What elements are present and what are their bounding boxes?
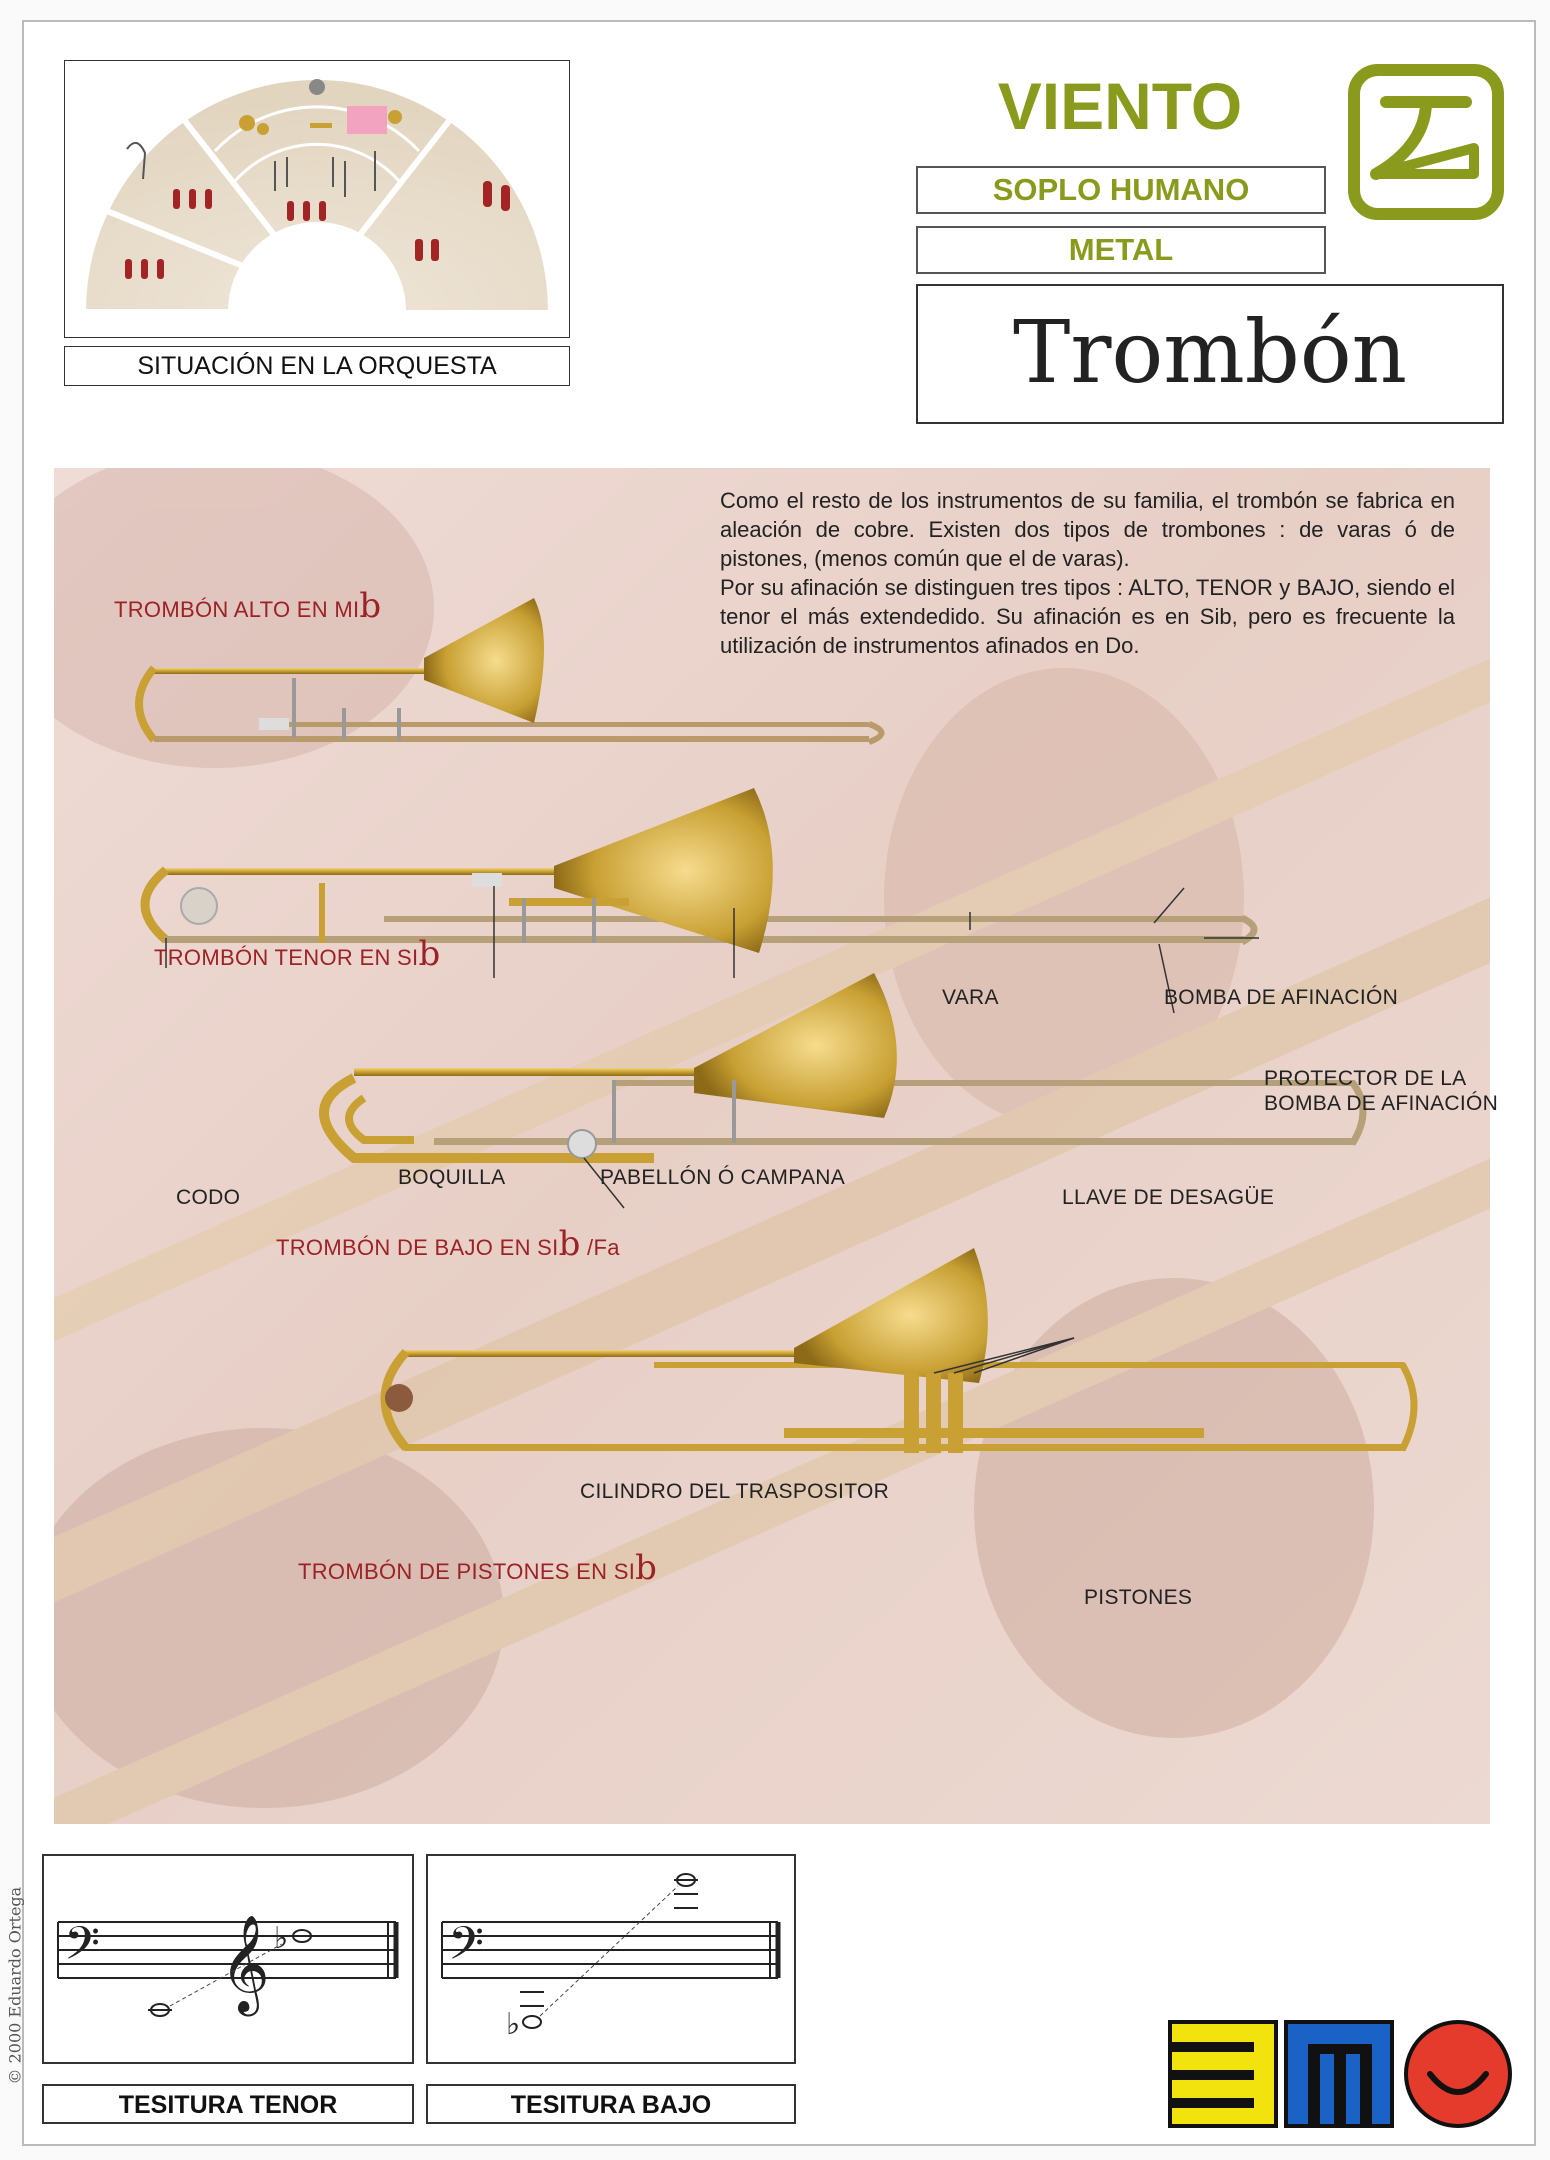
instrument-title-box xyxy=(916,284,1504,424)
copyright-notice: © 2000 Eduardo Ortega xyxy=(5,1886,25,2085)
orchestra-diagram xyxy=(64,60,570,338)
part-llave-desague: LLAVE DE DESAGÜE xyxy=(1062,1186,1275,1209)
svg-text:♭: ♭ xyxy=(274,1921,289,1956)
emo-logo xyxy=(1164,2014,1524,2134)
tesitura-tenor-caption: TESITURA TENOR xyxy=(42,2084,414,2124)
tesitura-bajo-staff xyxy=(426,1854,796,2064)
bass-clef-icon: 𝄢 xyxy=(448,1917,485,1982)
family-title: VIENTO xyxy=(997,69,1243,143)
trumpet-bell-icon xyxy=(1346,62,1506,222)
tesitura-tenor-staff xyxy=(42,1854,414,2064)
wind-family-logo xyxy=(1346,62,1506,222)
part-pabellon: PABELLÓN Ó CAMPANA xyxy=(600,1166,846,1189)
label-bass-trombone: TROMBÓN DE BAJO EN SIb /Fa xyxy=(276,1224,620,1264)
subfamily-box: SOPLO HUMANO xyxy=(916,166,1326,214)
orchestra-caption xyxy=(64,346,570,386)
part-codo: CODO xyxy=(176,1186,241,1209)
description-paragraph-1: Como el resto de los instrumentos de su familia, el trombón se fabrica en aleación de cobre. Existen dos tipos de trombones : de varas ó de pistones, (menos común que el de varas). xyxy=(720,488,1455,571)
trombone-photo-panel xyxy=(54,468,1490,1824)
orchestra-caption-text: SITUACIÓN EN LA ORQUESTA xyxy=(137,352,497,380)
label-tenor-trombone: TROMBÓN TENOR EN SIb xyxy=(154,934,441,974)
tesitura-bajo-caption: TESITURA BAJO xyxy=(426,2084,796,2124)
emo-logo-icon xyxy=(1164,2014,1524,2134)
trombone-illustrations xyxy=(54,468,1490,1824)
instrument-title: Trombón xyxy=(1012,303,1407,403)
part-vara: VARA xyxy=(942,986,999,1009)
orchestra-seating-illustration xyxy=(65,61,569,337)
label-valve-trombone: TROMBÓN DE PISTONES EN SIb xyxy=(298,1548,658,1588)
bass-range-staff xyxy=(428,1856,794,2062)
part-bomba-afinacion: BOMBA DE AFINACIÓN xyxy=(1164,986,1399,1009)
bass-clef-icon: 𝄢 xyxy=(64,1917,101,1982)
treble-clef-icon: 𝄞 xyxy=(220,1914,270,2012)
label-alto-trombone: TROMBÓN ALTO EN MIb xyxy=(114,586,382,626)
description-paragraph-2: Por su afinación se distinguen tres tipos : ALTO, TENOR y BAJO, siendo el tenor el más extendedido. Su afinación es en Sib, pero es frecuente la utilización de instrumentos afinados en Do. xyxy=(720,575,1455,658)
part-cilindro: CILINDRO DEL TRASPOSITOR xyxy=(580,1480,890,1503)
part-pistones: PISTONES xyxy=(1084,1586,1193,1609)
part-boquilla: BOQUILLA xyxy=(398,1166,506,1189)
part-protector: PROTECTOR DE LA BOMBA DE AFINACIÓN xyxy=(1264,1067,1499,1115)
svg-text:♭: ♭ xyxy=(506,2007,521,2042)
tenor-range-staff xyxy=(44,1856,412,2062)
material-box: METAL xyxy=(916,226,1326,274)
description xyxy=(720,486,1455,660)
